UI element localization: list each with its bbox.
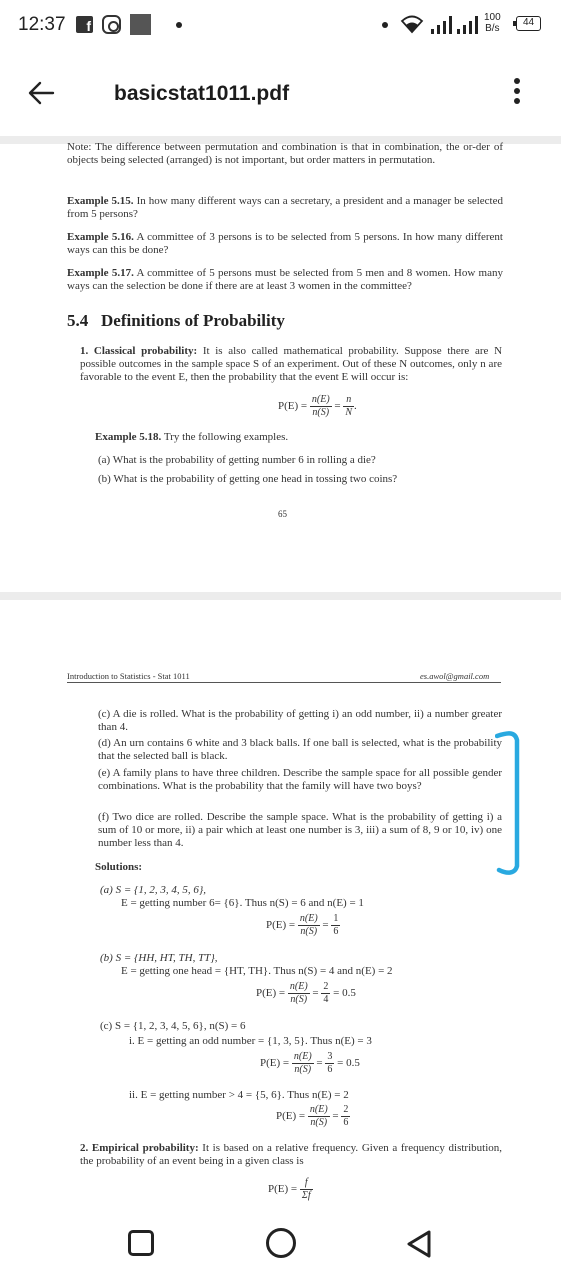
part-e: (e) A family plans to have three children. Describe the sample space for all possible gender combinations. What is the probability that the family will have two boys?	[98, 767, 502, 792]
system-nav-bar	[0, 1212, 561, 1280]
section-number: 5.4	[67, 311, 89, 330]
solution-a-line2: E = getting number 6= {6}. Thus n(S) = 6 and n(E) = 1	[121, 897, 364, 909]
classical-formula: P(E) = $\frac{n(E)}{n(S)}$ = $\frac{n}{N}$ .	[278, 394, 357, 418]
page-header-left: Introduction to Statistics - Stat 1011	[67, 671, 190, 681]
example-text: A committee of 5 persons must be selected from 5 men and 8 women. How many ways can the selection be done if there are at least 3 women in the committee?	[67, 267, 503, 292]
numerator: n	[343, 394, 354, 407]
more-vert-icon[interactable]	[510, 78, 524, 110]
battery-icon: 44	[516, 16, 541, 31]
denominator: 6	[343, 1117, 349, 1128]
formula-lhs: P(E) =	[268, 1183, 298, 1195]
nav-recent-icon[interactable]	[128, 1230, 154, 1256]
denominator: n(S)	[294, 1064, 312, 1075]
fraction	[298, 913, 320, 938]
denominator: Σf	[301, 1190, 311, 1201]
pdf-page-1	[0, 141, 561, 592]
nav-home-icon[interactable]	[266, 1228, 296, 1258]
formula-lhs: P(E) =	[276, 1110, 306, 1122]
solution-c-formula: P(E) = $\frac{n(E)}{n(S)}$ = $\frac{3}{6}$ = 0.5	[260, 1051, 360, 1075]
denominator: N	[345, 407, 353, 418]
part-d: (d) An urn contains 6 white and 3 black balls. If one ball is selected, what is the probability that the selected ball is black.	[98, 737, 502, 762]
denominator: n(S)	[300, 926, 318, 937]
example-5-16	[67, 231, 503, 257]
section-heading	[67, 311, 285, 330]
example-5-18	[95, 431, 288, 444]
numerator: 3	[327, 1051, 333, 1062]
fraction	[325, 1051, 334, 1076]
formula-lhs: P(E) =	[278, 400, 308, 412]
example-text: Try the following examples.	[163, 431, 289, 443]
fraction	[292, 1051, 314, 1076]
fraction	[308, 1104, 330, 1129]
note-paragraph: Note: The difference between permutation and combination is that in combination, the or-der of objects being selected (arranged) is not important, but order matters in permutation.	[67, 141, 503, 166]
part-a: (a) What is the probability of getting number 6 in rolling a die?	[98, 454, 376, 466]
numerator: 1	[333, 913, 339, 924]
solution-a-formula: P(E) = $\frac{n(E)}{n(S)}$ = $\frac{1}{6}$	[266, 913, 339, 937]
example-label: Example 5.18.	[95, 431, 162, 443]
fraction	[331, 913, 340, 938]
example-text: A committee of 3 persons is to be selected from 5 persons. In how many different ways can this be done?	[67, 231, 503, 256]
solution-b-formula: P(E) = $\frac{n(E)}{n(S)}$ = $\frac{2}{4}$ = 0.5	[256, 981, 356, 1005]
formula-lhs: P(E) =	[266, 919, 296, 931]
status-time: 12:37	[18, 14, 66, 35]
solution-b-line2: E = getting one head = {HT, TH}. Thus n(S) = 4 and n(E) = 2	[121, 965, 393, 977]
denominator: 6	[333, 926, 339, 937]
document-title: basicstat1011.pdf	[114, 82, 290, 105]
notification-dot-icon	[176, 22, 182, 28]
item-text: It is also called mathematical probability. Suppose there are N possible outcomes in the sample space S of an experiment. Out of these N outcomes, only n are favorable to the event E, then the probability that the event E will occur is:	[80, 345, 503, 383]
solution-c-line1: (c) S = {1, 2, 3, 4, 5, 6}, n(S) = 6	[100, 1020, 246, 1032]
example-5-15	[67, 195, 503, 221]
decimal-result: = 0.5	[333, 987, 356, 999]
denominator: n(S)	[310, 1117, 328, 1128]
solution-c-line3: ii. E = getting number > 4 = {5, 6}. Thus n(E) = 2	[129, 1089, 349, 1101]
status-bar	[0, 0, 561, 56]
back-arrow-icon[interactable]	[26, 78, 56, 108]
instagram-icon	[102, 15, 121, 34]
numerator: n(E)	[309, 1104, 328, 1115]
pdf-page-2	[0, 600, 561, 1212]
solutions-label: Solutions:	[95, 861, 143, 873]
wifi-icon	[400, 14, 424, 34]
fraction	[343, 394, 354, 419]
facebook-icon: f	[76, 16, 93, 33]
item-label: 1. Classical probability:	[80, 345, 198, 357]
numerator: f	[300, 1177, 313, 1190]
fraction	[300, 1177, 313, 1202]
example-label: Example 5.15.	[67, 195, 134, 207]
example-label: Example 5.17.	[67, 267, 134, 279]
denominator: n(S)	[312, 407, 330, 418]
denominator: 4	[323, 994, 329, 1005]
formula-lhs: P(E) =	[260, 1057, 290, 1069]
classical-probability-item	[80, 345, 502, 384]
numerator: 2	[343, 1104, 349, 1115]
denominator: 6	[327, 1064, 333, 1075]
fraction	[321, 981, 330, 1006]
solution-c-line2: i. E = getting an odd number = {1, 3, 5}. Thus n(E) = 3	[129, 1035, 372, 1047]
page-number: 65	[278, 509, 287, 519]
example-label: Example 5.16.	[67, 231, 134, 243]
empirical-probability-item	[80, 1142, 502, 1168]
solution-a-line1: (a) S = {1, 2, 3, 4, 5, 6},	[100, 884, 207, 896]
solution-c2-formula: P(E) = $\frac{n(E)}{n(S)}$ = $\frac{2}{6}$	[276, 1104, 349, 1128]
app-notification-icon	[130, 14, 151, 35]
example-5-17	[67, 267, 503, 293]
numerator: n(E)	[299, 913, 318, 924]
nav-back-icon[interactable]	[405, 1229, 433, 1259]
denominator: n(S)	[290, 994, 308, 1005]
highlight-bracket	[495, 730, 525, 876]
example-text: In how many different ways can a secretary, a president and a manager be selected from 5 persons?	[67, 195, 503, 220]
page-separator	[0, 592, 561, 600]
numerator: n(E)	[289, 981, 308, 992]
part-f: (f) Two dice are rolled. Describe the sample space. What is the probability of getting i) a sum of 10 or more, ii) a pair which at least one number is 3, iii) a sum of 8, 9 or 10, iv) one number less than 4.	[98, 811, 502, 849]
status-dot-icon	[382, 22, 388, 28]
part-b: (b) What is the probability of getting one head in tossing two coins?	[98, 473, 398, 485]
decimal-result: = 0.5	[337, 1057, 360, 1069]
empirical-formula	[268, 1177, 313, 1202]
page-header-right: es.awol@gmail.com	[420, 671, 490, 681]
signal-icon-2	[456, 15, 482, 35]
item-text: It is based on a relative frequency. Given a frequency distribution, the probability of an event being in a given class is	[80, 1142, 502, 1167]
item-label: 2. Empirical probability:	[80, 1142, 199, 1154]
speed-value: 100	[484, 12, 501, 23]
formula-lhs: P(E) =	[256, 987, 286, 999]
numerator: 2	[323, 981, 329, 992]
solution-b-line1: (b) S = {HH, HT, TH, TT},	[100, 952, 218, 964]
fraction	[288, 981, 310, 1006]
section-title: Definitions of Probability	[101, 311, 285, 330]
app-bar	[0, 56, 561, 136]
fraction	[310, 394, 332, 419]
part-c: (c) A die is rolled. What is the probability of getting i) an odd number, ii) a number greater than 4.	[98, 708, 502, 733]
header-rule	[67, 682, 501, 683]
fraction	[341, 1104, 350, 1129]
numerator: n(E)	[311, 394, 330, 405]
signal-icon	[430, 15, 456, 35]
numerator: n(E)	[293, 1051, 312, 1062]
speed-unit: B/s	[485, 23, 500, 34]
network-speed	[484, 12, 501, 34]
